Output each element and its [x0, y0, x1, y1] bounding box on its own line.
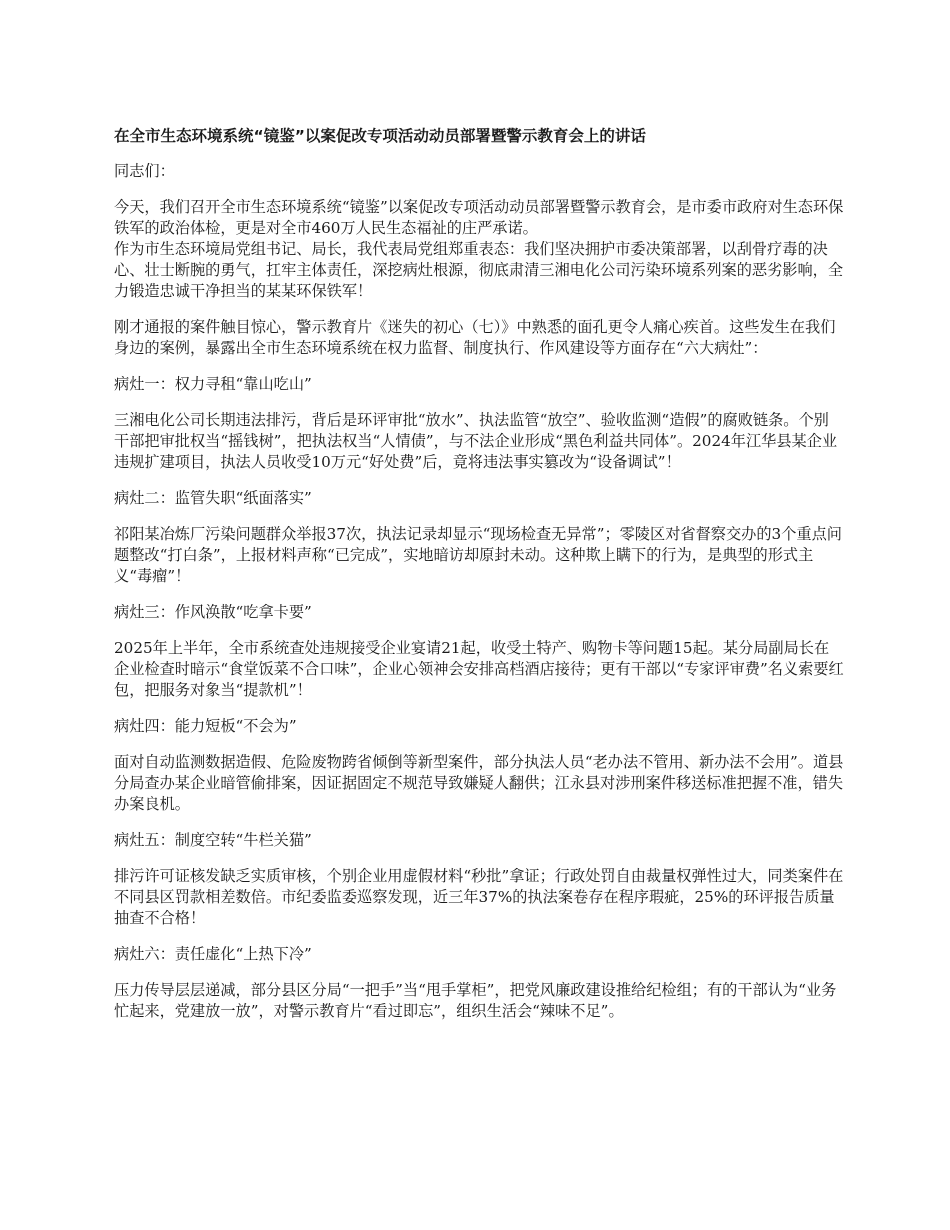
section-heading-3: 病灶三：作风涣散“吃拿卡要”: [114, 603, 312, 621]
document-title: 在全市生态环境系统“镜鉴”以案促改专项活动动员部署暨警示教育会上的讲话: [114, 127, 646, 145]
section-body-4: 面对自动监测数据造假、危险废物跨省倾倒等新型案件，部分执法人员“老办法不管用、新办法不会用”。道县分局查办某企业暗管偷排案，因证据固定不规范导致嫌疑人翻供；江永县对涉刑案件移送标准把握不准，错失办案良机。: [114, 753, 844, 813]
intro-paragraph-1: 今天，我们召开全市生态环境系统“镜鉴”以案促改专项活动动员部署暨警示教育会，是市委市政府对生态环保铁军的政治体检，更是对全市460万人民生态福祉的庄严承诺。: [114, 198, 844, 237]
intro-paragraph-2: 作为市生态环境局党组书记、局长，我代表局党组郑重表态：我们坚决拥护市委决策部署，以刮骨疗毒的决心、壮士断腕的勇气，扛牢主体责任，深挖病灶根源，彻底肃清三湘电化公司污染环境系列案的恶劣影响，全力锻造忠诚干净担当的某某环保铁军！: [114, 240, 843, 300]
section-heading-1: 病灶一：权力寻租“靠山吃山”: [114, 375, 312, 393]
intro-paragraph-3: 刚才通报的案件触目惊心，警示教育片《迷失的初心（七）》中熟悉的面孔更令人痛心疾首。这些发生在我们身边的案例，暴露出全市生态环境系统在权力监督、制度执行、作风建设等方面存在“六大病灶”：: [114, 318, 836, 357]
document-page: [114, 125, 844, 1037]
section-heading-4: 病灶四：能力短板“不会为”: [114, 717, 297, 735]
section-body-1: 三湘电化公司长期违法排污，背后是环评审批“放水”、执法监管“放空”、验收监测“造假”的腐败链条。个别干部把审批权当“摇钱树”，把执法权当“人情债”，与不法企业形成“黑色利益共同体”。2024年江华县某企业违规扩建项目，执法人员收受10万元“好处费”后，竟将违法事实篡改为“设备调试”！: [114, 411, 838, 471]
section-heading-6: 病灶六：责任虚化“上热下冷”: [114, 945, 312, 963]
section-heading-2: 病灶二：监管失职“纸面落实”: [114, 489, 312, 507]
salutation: 同志们：: [114, 162, 175, 180]
section-body-2: 祁阳某冶炼厂污染问题群众举报37次，执法记录却显示“现场检查无异常”；零陵区对省督察交办的3个重点问题整改“打白条”，上报材料声称“已完成”，实地暗访却原封未动。这种欺上瞒下的行为，是典型的形式主义“毒瘤”！: [114, 525, 842, 585]
section-body-3: 2025年上半年，全市系统查处违规接受企业宴请21起，收受土特产、购物卡等问题15起。某分局副局长在企业检查时暗示“食堂饭菜不合口味”，企业心领神会安排高档酒店接待；更有干部以“专家评审费”名义索要红包，把服务对象当“提款机”！: [114, 639, 844, 699]
section-body-6: 压力传导层层递减，部分县区分局“一把手”当“甩手掌柜”，把党风廉政建设推给纪检组；有的干部认为“业务忙起来，党建放一放”，对警示教育片“看过即忘”，组织生活会“辣味不足”。: [114, 981, 837, 1020]
section-heading-5: 病灶五：制度空转“牛栏关猫”: [114, 831, 312, 849]
section-body-5: 排污许可证核发缺乏实质审核，个别企业用虚假材料“秒批”拿证；行政处罚自由裁量权弹性过大，同类案件在不同县区罚款相差数倍。市纪委监委巡察发现，近三年37%的执法案卷存在程序瑕疵，25%的环评报告质量抽查不合格！: [114, 867, 844, 927]
